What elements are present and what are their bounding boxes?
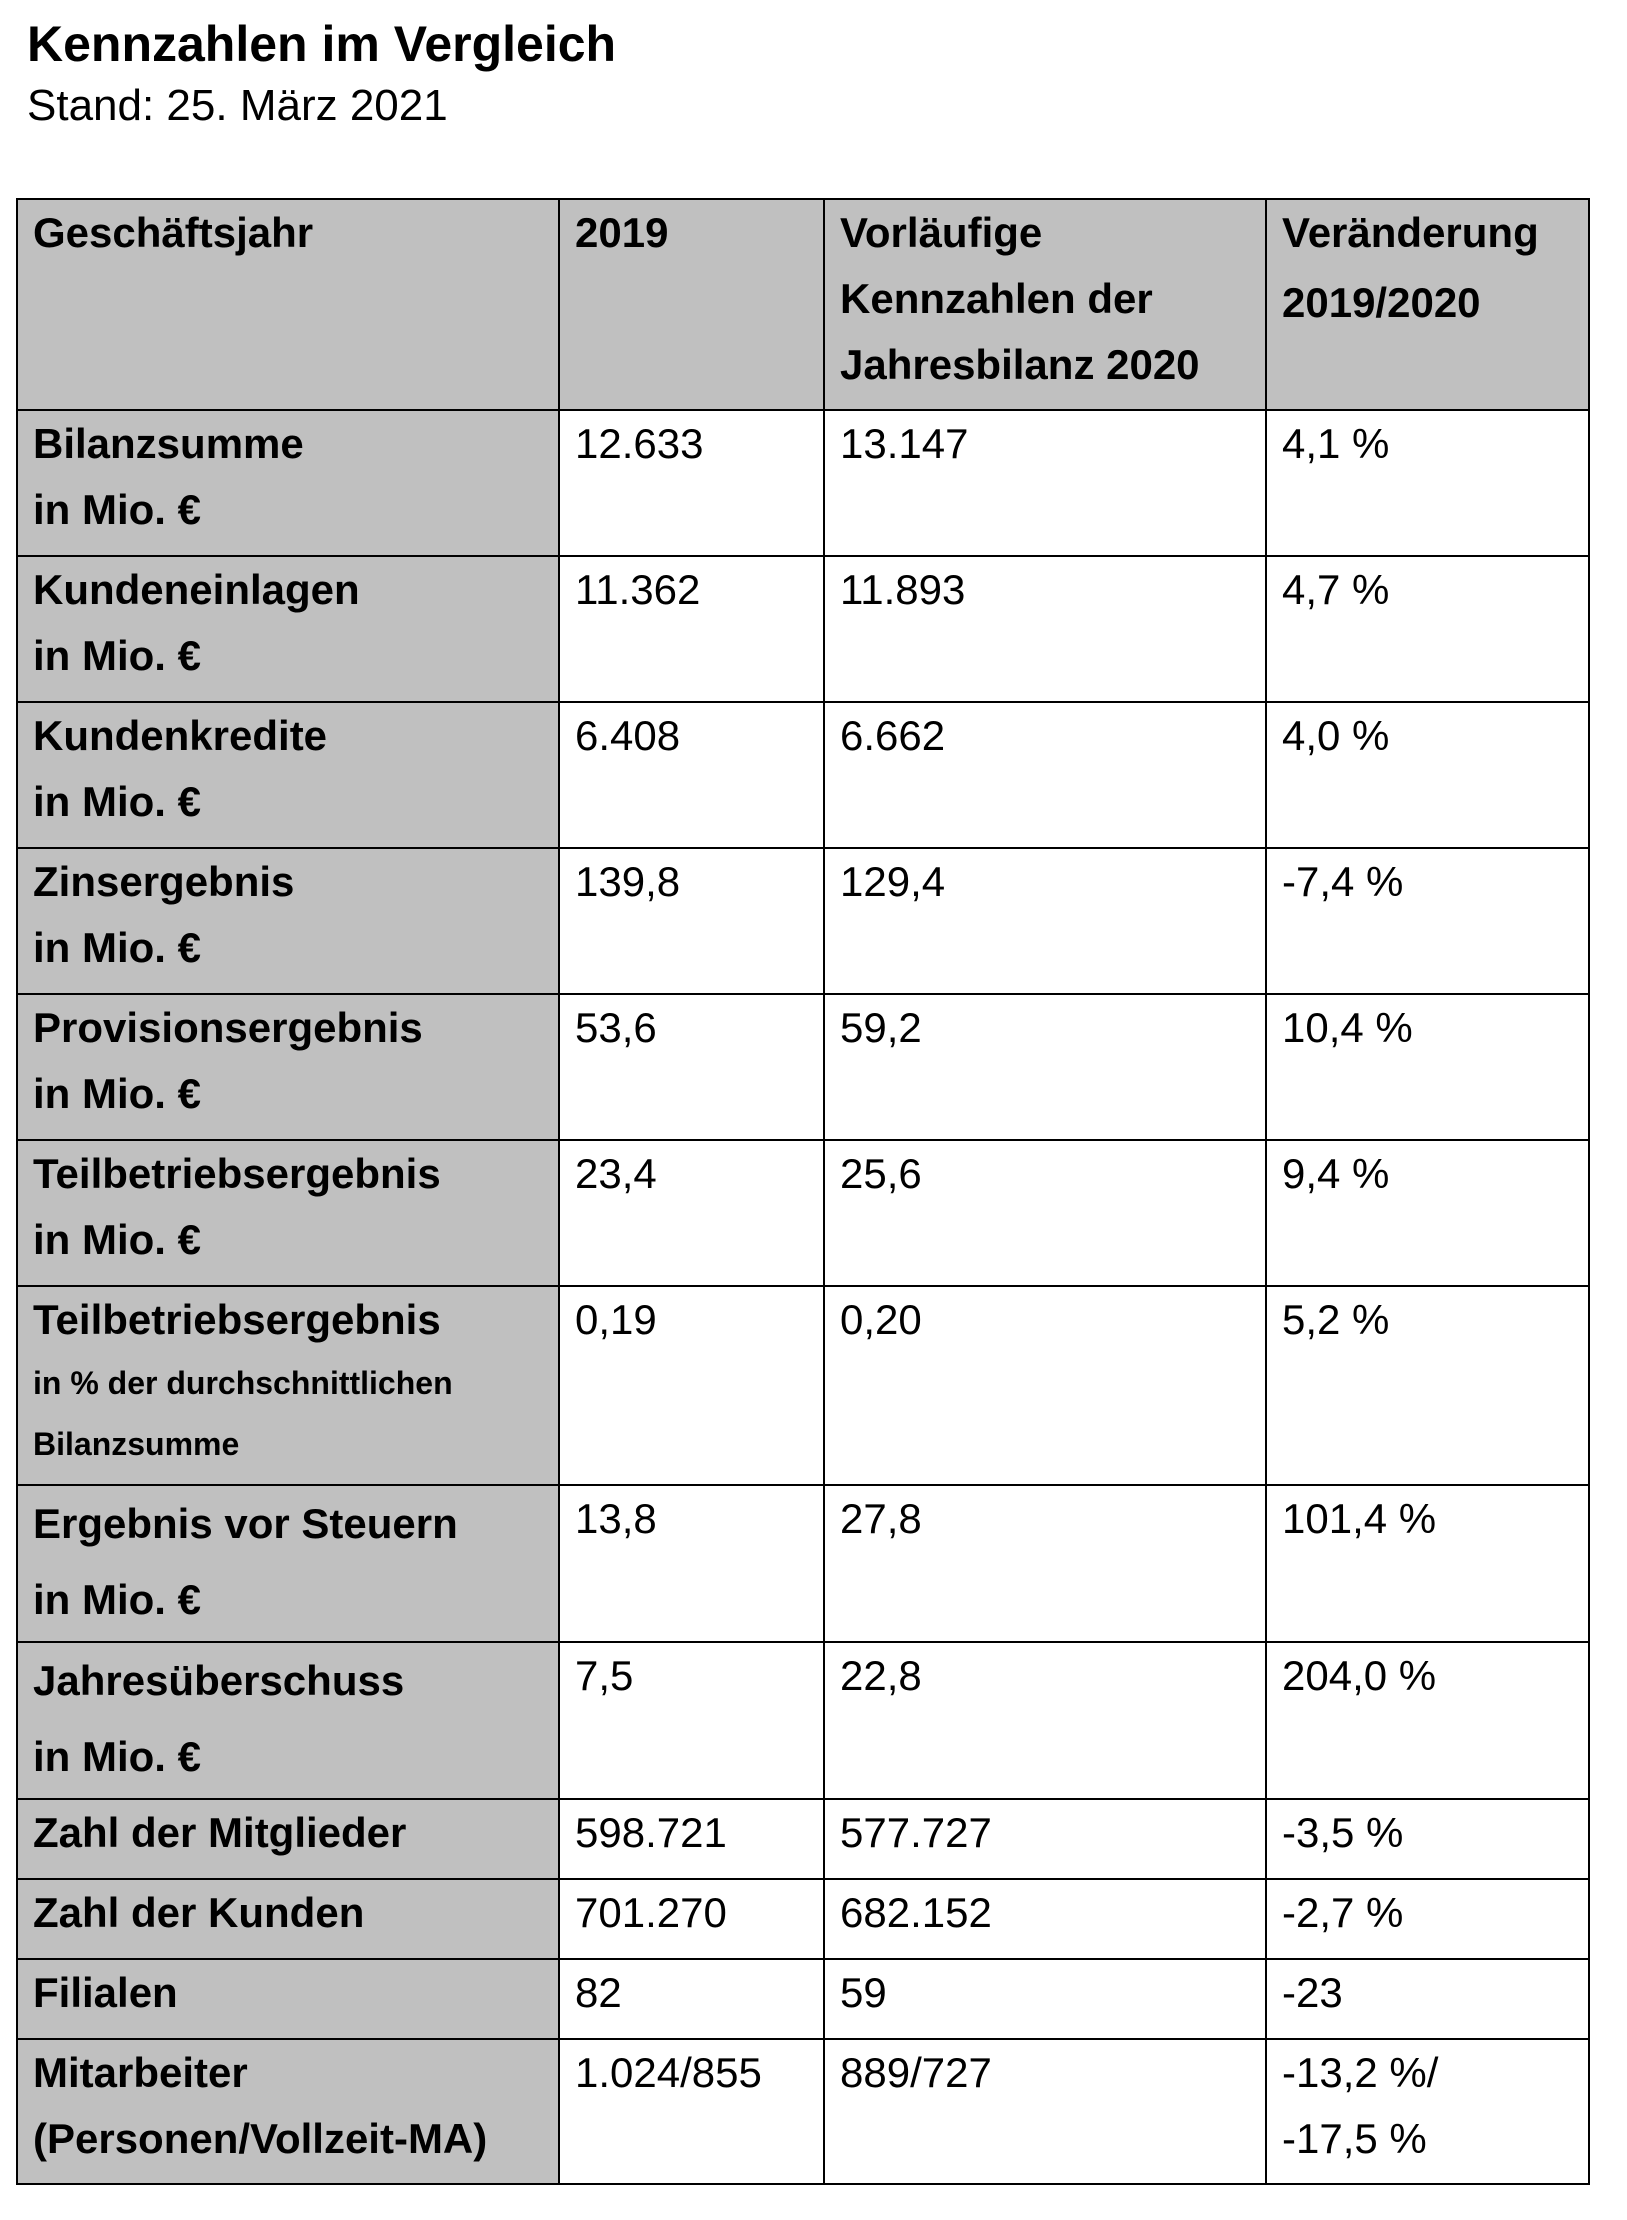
- value-2019: 82: [559, 1959, 824, 2039]
- table-row: [17, 848, 1589, 994]
- row-label: Jahresüberschuss: [33, 1657, 405, 1704]
- value-2020: 682.152: [824, 1879, 1266, 1959]
- value-2020: 59: [824, 1959, 1266, 2039]
- table-row: [17, 1959, 1589, 2039]
- row-label: Provisionsergebnis: [33, 1004, 423, 1051]
- row-unit-line2: Bilanzsumme: [33, 1426, 240, 1462]
- column-header-veraenderung-line2: 2019/2020: [1282, 279, 1481, 326]
- row-unit: in Mio. €: [33, 778, 201, 825]
- table-row: [17, 994, 1589, 1140]
- value-change: 5,2 %: [1266, 1286, 1589, 1485]
- column-header-geschaeftsjahr: Geschäftsjahr: [17, 199, 559, 410]
- value-change: 4,0 %: [1266, 702, 1589, 848]
- row-label-cell: [17, 994, 559, 1140]
- column-header-2020: [824, 199, 1266, 410]
- row-unit-line1: in % der durchschnittlichen: [33, 1365, 453, 1401]
- value-2020: 11.893: [824, 556, 1266, 702]
- value-2020: 889/727: [824, 2039, 1266, 2184]
- table-row: [17, 1485, 1589, 1642]
- table-row: [17, 1879, 1589, 1959]
- row-label-cell: [17, 2039, 559, 2184]
- value-2020: 13.147: [824, 410, 1266, 556]
- value-change-line2: -17,5 %: [1282, 2115, 1427, 2162]
- row-label-cell: [17, 1959, 559, 2039]
- row-label: Kundeneinlagen: [33, 566, 360, 613]
- row-label: Kundenkredite: [33, 712, 328, 759]
- value-2019: 53,6: [559, 994, 824, 1140]
- page-subtitle: Stand: 25. März 2021: [27, 81, 448, 130]
- table-row: [17, 410, 1589, 556]
- row-label: Ergebnis vor Steuern: [33, 1500, 458, 1547]
- value-2019: 12.633: [559, 410, 824, 556]
- row-unit: in Mio. €: [33, 1216, 201, 1263]
- row-label: Filialen: [33, 1969, 178, 2016]
- value-2019: 0,19: [559, 1286, 824, 1485]
- column-header-2020-line3: Jahresbilanz 2020: [840, 341, 1200, 388]
- table-row: [17, 2039, 1589, 2184]
- value-2020: 25,6: [824, 1140, 1266, 1286]
- table-row: [17, 702, 1589, 848]
- table-header-row: [17, 199, 1589, 410]
- value-2020: 27,8: [824, 1485, 1266, 1642]
- row-label: Teilbetriebsergebnis: [33, 1296, 441, 1343]
- row-unit: in Mio. €: [33, 924, 201, 971]
- value-2019: 7,5: [559, 1642, 824, 1799]
- value-change: -23: [1266, 1959, 1589, 2039]
- table-row: [17, 1799, 1589, 1879]
- column-header-2020-line1: Vorläufige: [840, 209, 1043, 256]
- column-header-2020-line2: Kennzahlen der: [840, 275, 1153, 322]
- value-2019: 23,4: [559, 1140, 824, 1286]
- row-label: Teilbetriebsergebnis: [33, 1150, 441, 1197]
- table-row: [17, 556, 1589, 702]
- value-change: [1266, 2039, 1589, 2184]
- row-label: Bilanzsumme: [33, 420, 304, 467]
- row-label-cell: [17, 1286, 559, 1485]
- value-2020: 59,2: [824, 994, 1266, 1140]
- row-unit: in Mio. €: [33, 1070, 201, 1117]
- value-change: 4,1 %: [1266, 410, 1589, 556]
- table-row: [17, 1140, 1589, 1286]
- value-2020: 129,4: [824, 848, 1266, 994]
- row-unit: in Mio. €: [33, 632, 201, 679]
- value-change-line1: -13,2 %/: [1282, 2049, 1439, 2096]
- column-header-veraenderung-line1: Veränderung: [1282, 209, 1539, 256]
- value-2019: 701.270: [559, 1879, 824, 1959]
- value-change: 204,0 %: [1266, 1642, 1589, 1799]
- value-change: -2,7 %: [1266, 1879, 1589, 1959]
- row-unit: in Mio. €: [33, 1733, 201, 1780]
- page-title: Kennzahlen im Vergleich: [27, 16, 617, 72]
- column-header-2019: 2019: [559, 199, 824, 410]
- row-unit: in Mio. €: [33, 1576, 201, 1623]
- row-label-cell: [17, 1799, 559, 1879]
- row-label-cell: [17, 410, 559, 556]
- value-change: -3,5 %: [1266, 1799, 1589, 1879]
- value-change: 10,4 %: [1266, 994, 1589, 1140]
- value-2019: 598.721: [559, 1799, 824, 1879]
- row-label: Zahl der Kunden: [33, 1889, 365, 1936]
- row-label-cell: [17, 1642, 559, 1799]
- table-row: [17, 1286, 1589, 1485]
- table-row: [17, 1642, 1589, 1799]
- row-label-cell: [17, 556, 559, 702]
- value-2019: 1.024/855: [559, 2039, 824, 2184]
- value-2020: 0,20: [824, 1286, 1266, 1485]
- value-change: 4,7 %: [1266, 556, 1589, 702]
- row-label: Zahl der Mitglieder: [33, 1809, 407, 1856]
- kennzahlen-table: [16, 198, 1590, 2185]
- row-unit: in Mio. €: [33, 486, 201, 533]
- row-label-cell: [17, 1140, 559, 1286]
- value-change: 9,4 %: [1266, 1140, 1589, 1286]
- value-2019: 139,8: [559, 848, 824, 994]
- row-label-cell: [17, 1879, 559, 1959]
- value-2019: 6.408: [559, 702, 824, 848]
- value-2019: 13,8: [559, 1485, 824, 1642]
- column-header-veraenderung: [1266, 199, 1589, 410]
- row-label: Mitarbeiter: [33, 2049, 248, 2096]
- row-label-cell: [17, 1485, 559, 1642]
- value-change: -7,4 %: [1266, 848, 1589, 994]
- value-2020: 22,8: [824, 1642, 1266, 1799]
- row-label-cell: [17, 848, 559, 994]
- row-label-cell: [17, 702, 559, 848]
- row-label: Zinsergebnis: [33, 858, 295, 905]
- value-2020: 577.727: [824, 1799, 1266, 1879]
- value-change: 101,4 %: [1266, 1485, 1589, 1642]
- value-2020: 6.662: [824, 702, 1266, 848]
- value-2019: 11.362: [559, 556, 824, 702]
- row-unit: (Personen/Vollzeit-MA): [33, 2115, 488, 2162]
